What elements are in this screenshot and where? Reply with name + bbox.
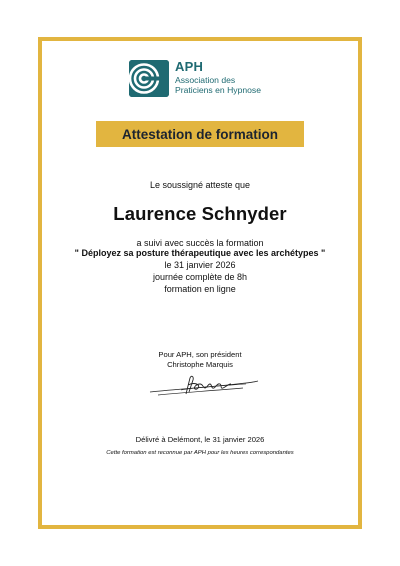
logo-title: APH (175, 59, 204, 74)
logo-subtitle-line2: Praticiens en Hypnose (175, 85, 261, 95)
signatory-role: Pour APH, son président (158, 350, 242, 359)
course-date: le 31 janvier 2026 (164, 260, 236, 270)
recipient-name: Laurence Schnyder (113, 203, 287, 224)
title-banner (96, 121, 304, 147)
issued-place-date: Délivré à Delémont, le 31 janvier 2026 (135, 435, 265, 444)
concentric-circles-icon (129, 60, 169, 97)
recognition-note: Cette formation est reconnue par APH pour les heures correspondantes (106, 450, 294, 456)
course-title: " Déployez sa posture thérapeutique avec les archétypes " (74, 248, 326, 258)
certificate-title: Attestation de formation (121, 126, 278, 142)
course-duration: journée complète de 8h (152, 272, 248, 282)
signatory-name: Christophe Marquis (167, 360, 233, 369)
completion-text: a suivi avec succès la formation (136, 238, 264, 248)
signature-image (148, 370, 260, 400)
aph-logo (129, 60, 279, 100)
logo-subtitle-line1: Association des (175, 75, 236, 85)
course-mode: formation en ligne (164, 284, 236, 294)
intro-text: Le soussigné atteste que (149, 180, 251, 190)
